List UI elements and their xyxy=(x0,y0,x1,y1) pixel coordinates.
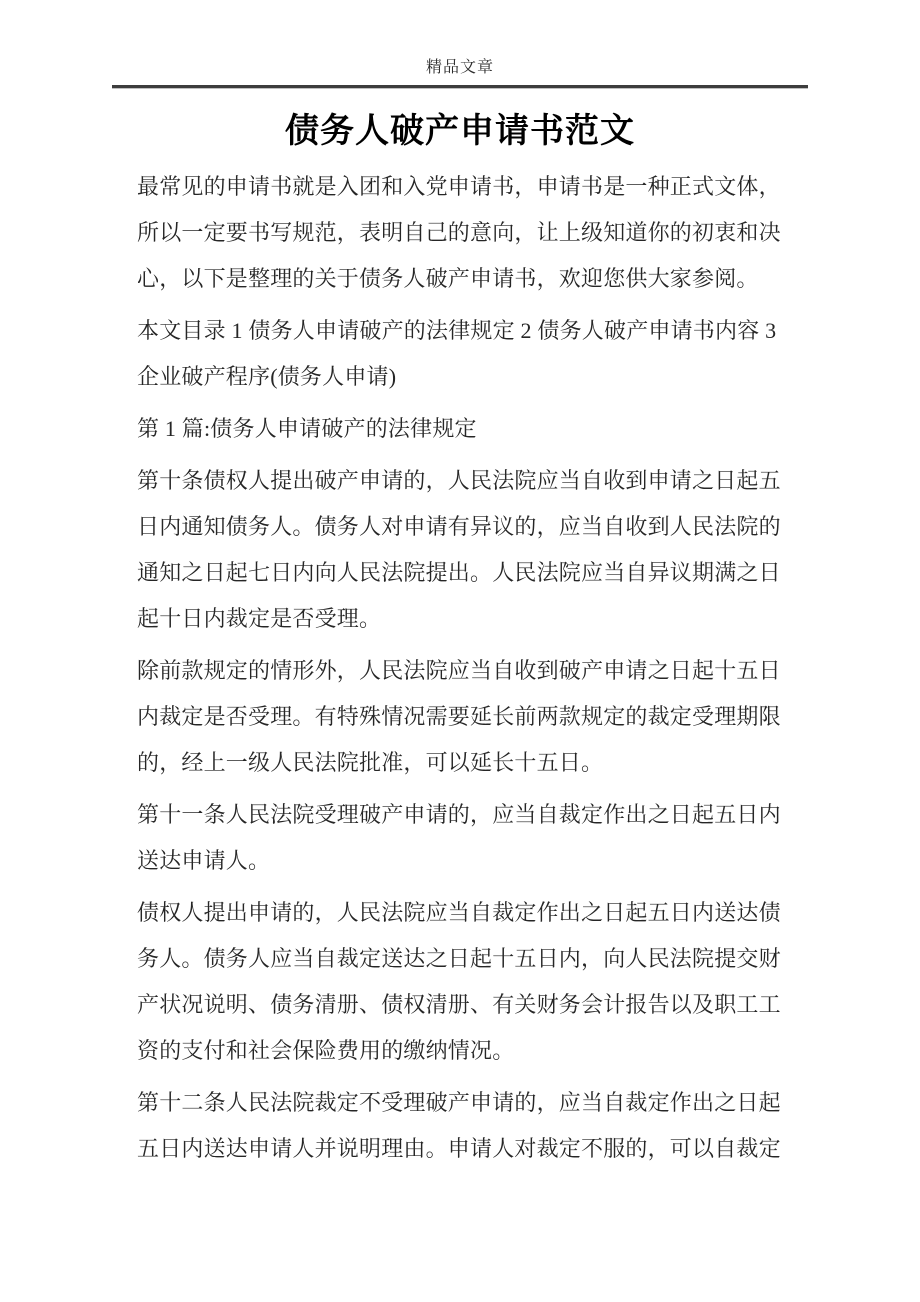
paragraph xyxy=(137,890,797,1074)
document-body xyxy=(137,164,797,1178)
text-line: 本文目录 1 债务人申请破产的法律规定 2 债务人破产申请书内容 3 xyxy=(137,318,777,343)
text-line: 通知之日起七日内向人民法院提出。人民法院应当自异议期满之日 xyxy=(137,560,781,585)
text-line: 所以一定要书写规范，表明自己的意向，让上级知道你的初衷和决 xyxy=(137,220,781,245)
text-line: 第十一条人民法院受理破产申请的，应当自裁定作出之日起五日内 xyxy=(137,802,781,827)
text-line: 心，以下是整理的关于债务人破产申请书，欢迎您供大家参阅。 xyxy=(137,266,759,291)
text-line: 第 1 篇:债务人申请破产的法律规定 xyxy=(137,416,477,441)
paragraph xyxy=(137,792,797,884)
text-line: 第十条债权人提出破产申请的，人民法院应当自收到申请之日起五 xyxy=(137,468,781,493)
text-line: 内裁定是否受理。有特殊情况需要延长前两款规定的裁定受理期限 xyxy=(137,704,781,729)
text-line: 产状况说明、债务清册、债权清册、有关财务会计报告以及职工工 xyxy=(137,992,781,1017)
text-line: 第十二条人民法院裁定不受理破产申请的，应当自裁定作出之日起 xyxy=(137,1090,781,1115)
text-line: 务人。债务人应当自裁定送达之日起十五日内，向人民法院提交财 xyxy=(137,946,781,971)
paragraph xyxy=(137,164,797,302)
text-line: 日内通知债务人。债务人对申请有异议的，应当自收到人民法院的 xyxy=(137,514,781,539)
header-rule xyxy=(112,85,808,89)
text-line: 起十日内裁定是否受理。 xyxy=(137,606,382,631)
text-line: 债权人提出申请的，人民法院应当自裁定作出之日起五日内送达债 xyxy=(137,900,781,925)
paragraph xyxy=(137,648,797,786)
text-line: 资的支付和社会保险费用的缴纳情况。 xyxy=(137,1038,515,1063)
paragraph xyxy=(137,1080,797,1172)
text-line: 最常见的申请书就是入团和入党申请书，申请书是一种正式文体， xyxy=(137,174,781,199)
text-line: 除前款规定的情形外，人民法院应当自收到破产申请之日起十五日 xyxy=(137,658,781,683)
text-line: 企业破产程序(债务人申请) xyxy=(137,364,397,389)
text-line: 五日内送达申请人并说明理由。申请人对裁定不服的，可以自裁定 xyxy=(137,1136,781,1161)
paragraph xyxy=(137,308,797,400)
paragraph xyxy=(137,406,797,452)
paragraph xyxy=(137,458,797,642)
text-line: 的，经上一级人民法院批准，可以延长十五日。 xyxy=(137,750,604,775)
document-title: 债务人破产申请书范文 xyxy=(285,113,635,150)
page-header-text: 精品文章 xyxy=(425,59,494,76)
text-line: 送达申请人。 xyxy=(137,848,271,873)
